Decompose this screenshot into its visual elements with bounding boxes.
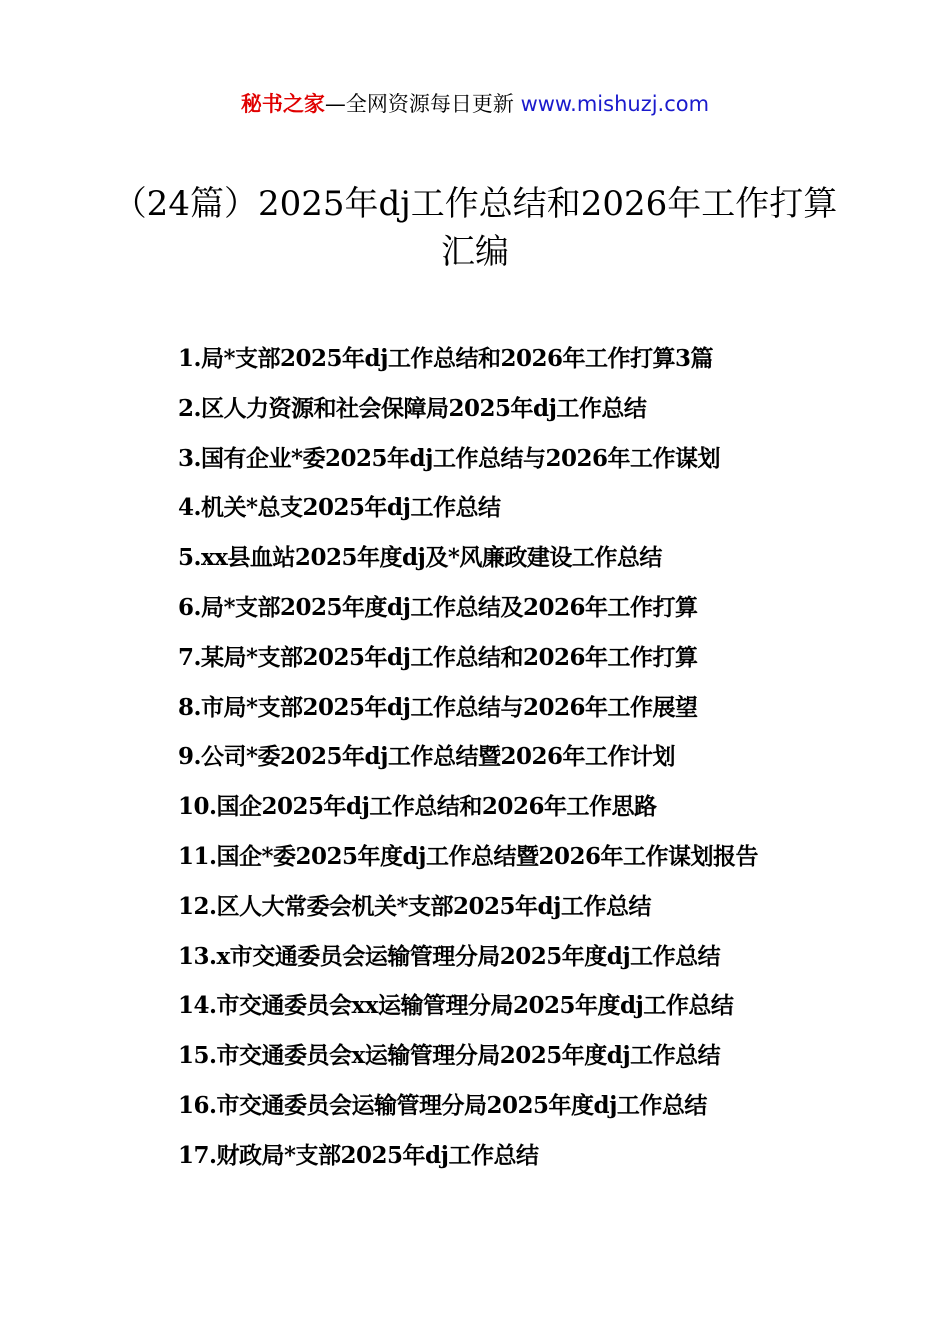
toc-item: 7.某局*支部2025年dj工作总结和2026年工作打算 [178,643,698,671]
toc-item: 2.区人力资源和社会保障局2025年dj工作总结 [178,394,647,422]
toc-item: 4.机关*总支2025年dj工作总结 [178,494,501,522]
toc-item: 6.局*支部2025年度dj工作总结及2026年工作打算 [178,593,698,621]
toc-item: 10.国企2025年dj工作总结和2026年工作思路 [178,793,657,821]
document-title: （24篇）2025年dj工作总结和2026年工作打算汇编 [112,184,838,272]
toc-item: 3.国有企业*委2025年dj工作总结与2026年工作谋划 [178,444,720,472]
toc-item: 17.财政局*支部2025年dj工作总结 [178,1141,539,1169]
toc-item: 13.x市交通委员会运输管理分局2025年度dj工作总结 [178,942,721,970]
site-header [0,88,950,120]
site-brand: 秘书之家 [240,92,325,116]
site-url-link[interactable]: www.mishuzj.com [520,92,710,116]
toc-item: 14.市交通委员会xx运输管理分局2025年度dj工作总结 [178,992,734,1020]
site-slogan: —全网资源每日更新 [324,92,514,116]
table-of-contents [178,334,878,1181]
toc-item: 9.公司*委2025年dj工作总结暨2026年工作计划 [178,743,675,771]
toc-item: 8.市局*支部2025年dj工作总结与2026年工作展望 [178,693,698,721]
toc-item: 12.区人大常委会机关*支部2025年dj工作总结 [178,892,651,920]
toc-item: 11.国企*委2025年度dj工作总结暨2026年工作谋划报告 [178,842,758,870]
toc-item: 1.局*支部2025年dj工作总结和2026年工作打算3篇 [178,345,713,372]
toc-item: 5.xx县血站2025年度dj及*风廉政建设工作总结 [178,544,662,572]
toc-item: 15.市交通委员会x运输管理分局2025年度dj工作总结 [178,1042,721,1070]
toc-item: 16.市交通委员会运输管理分局2025年度dj工作总结 [178,1091,707,1119]
